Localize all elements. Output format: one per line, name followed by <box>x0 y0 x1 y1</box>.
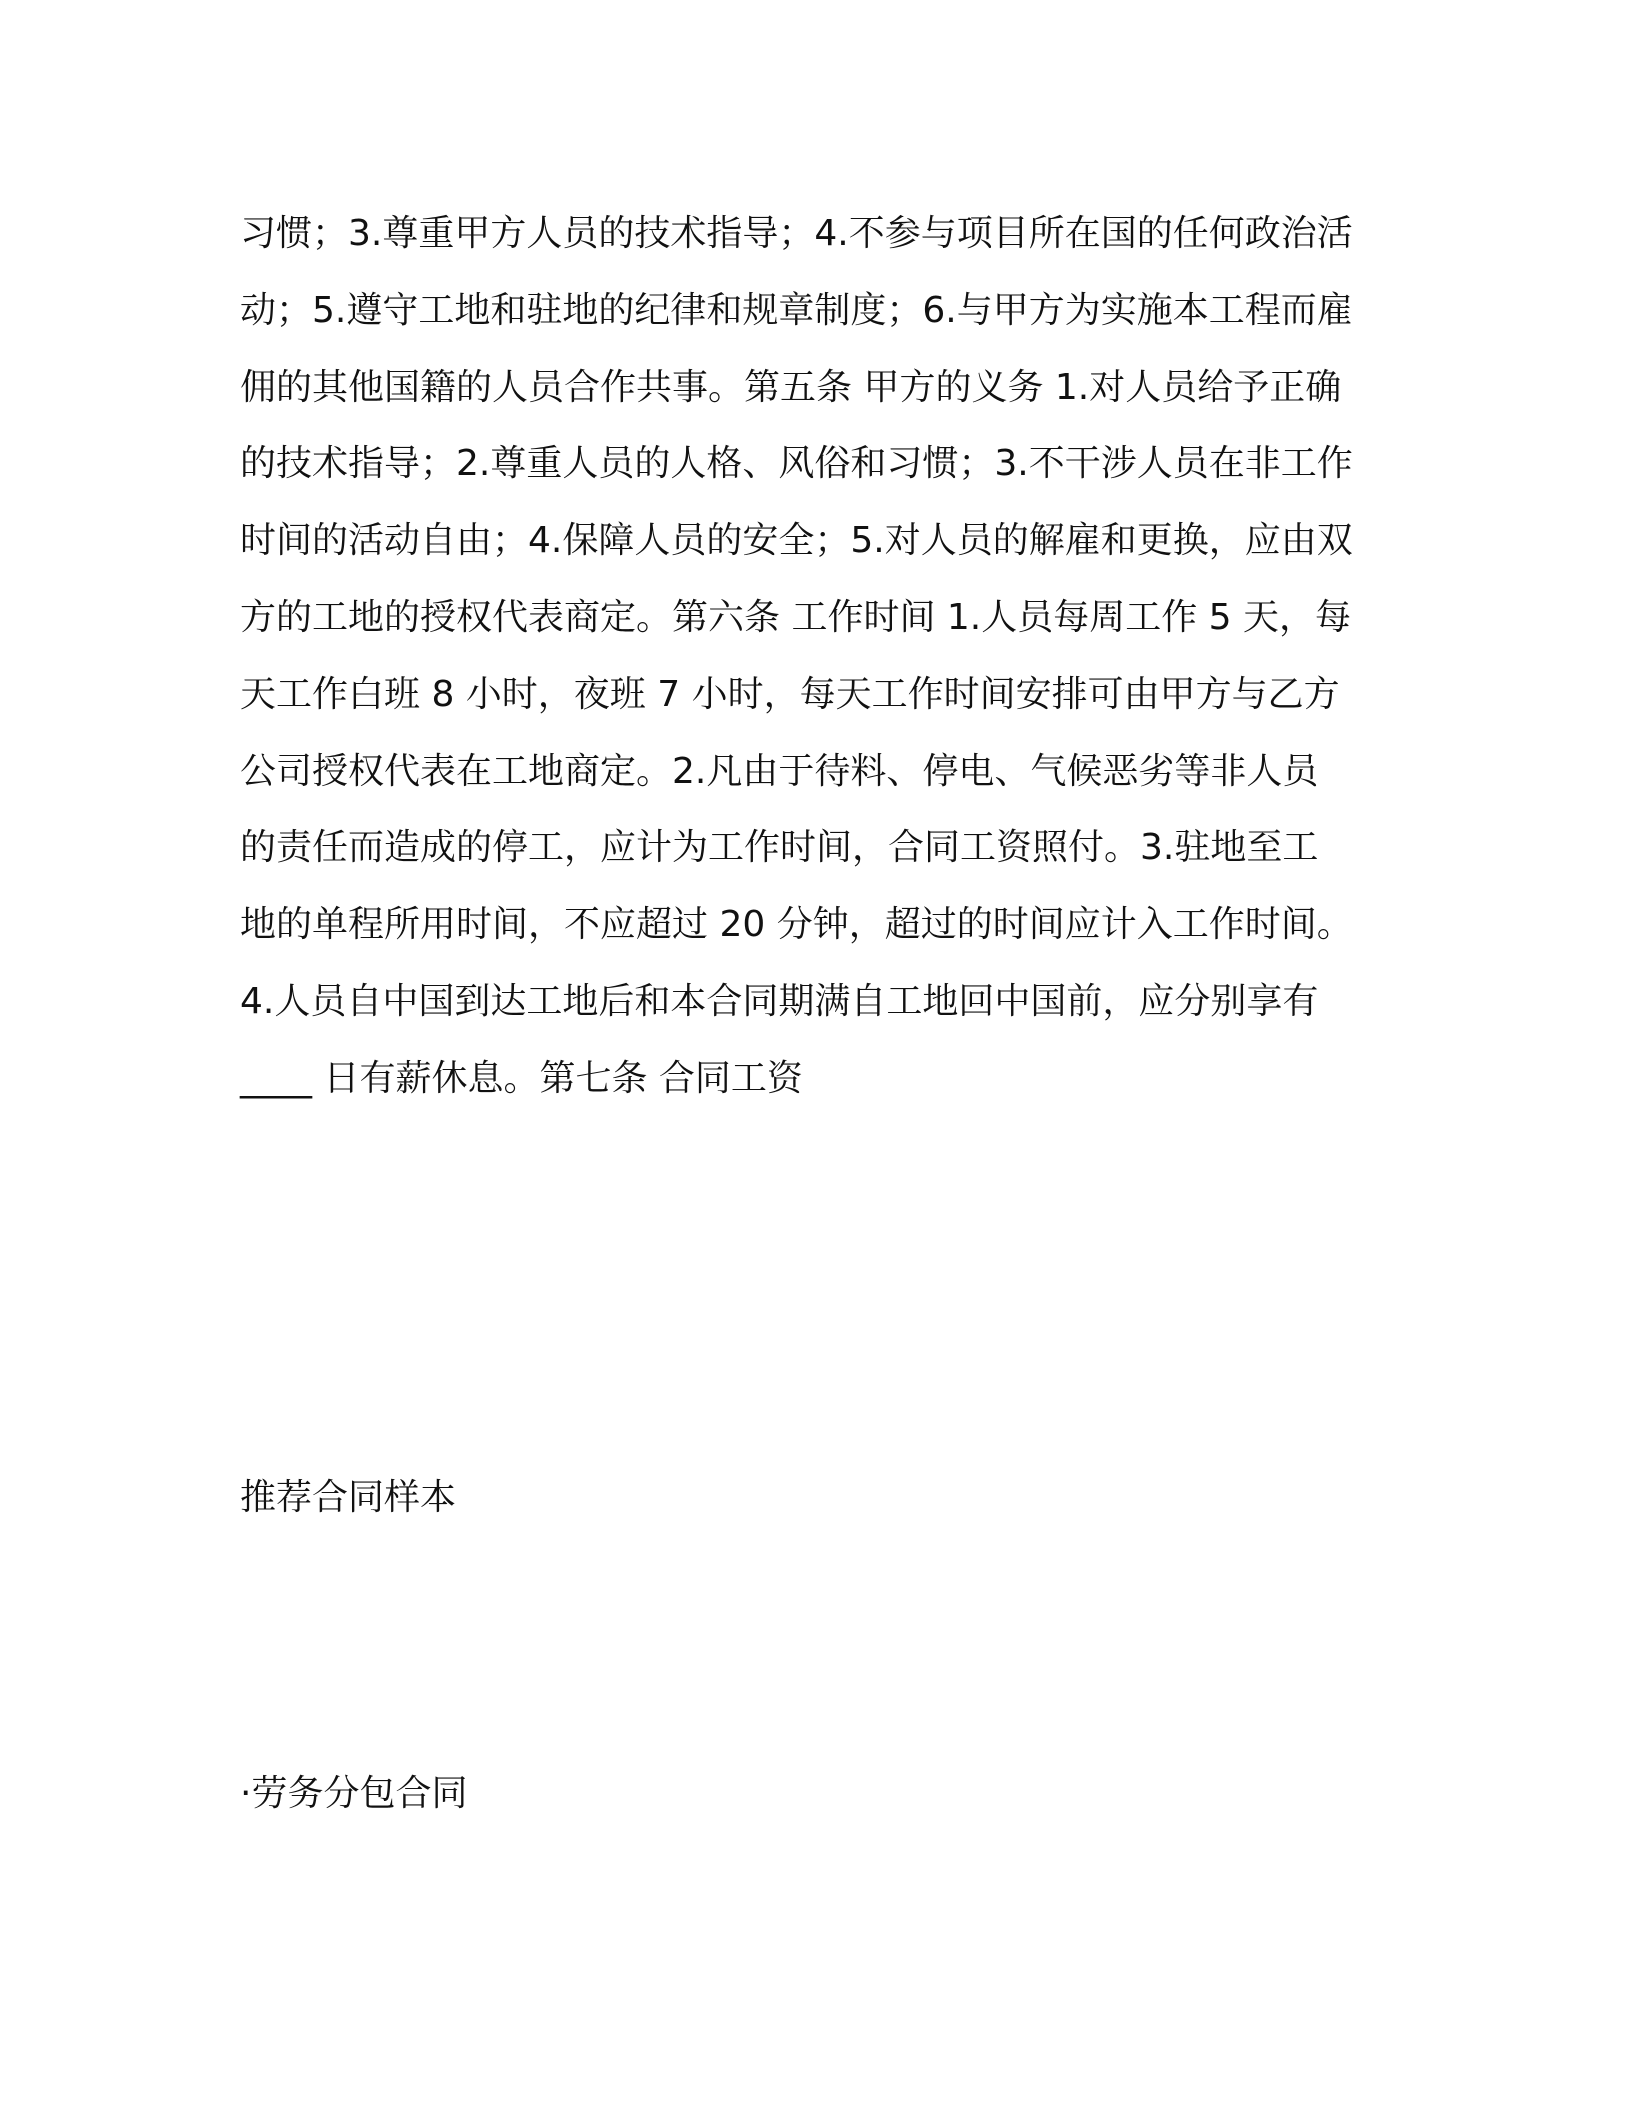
body-line-9: 的责任而造成的停工，应计为工作时间，合同工资照付。3.驻地至工 <box>240 827 1319 869</box>
body-line-4: 的技术指导；2.尊重人员的人格、风俗和习惯；3.不干涉人员在非工作 <box>240 443 1353 485</box>
body-line-10: 地的单程所用时间，不应超过 20 分钟，超过的时间应计入工作时间。 <box>240 904 1353 946</box>
body-line-5: 时间的活动自由；4.保障人员的安全；5.对人员的解雇和更换，应由双 <box>240 520 1353 562</box>
related-contract-link[interactable]: ·劳务分包合同 <box>240 1773 468 1814</box>
contract-body-text <box>240 196 1410 1118</box>
body-line-2: 动；5.遵守工地和驻地的纪律和规章制度；6.与甲方为实施本工程而雇 <box>240 289 1353 331</box>
body-line-3: 佣的其他国籍的人员合作共事。第五条 甲方的义务 1.对人员给予正确 <box>240 366 1342 408</box>
body-line-12: ____ 日有薪休息。第七条 合同工资 <box>240 1057 803 1099</box>
recommend-heading: 推荐合同样本 <box>240 1477 457 1518</box>
body-line-7: 天工作白班 8 小时，夜班 7 小时，每天工作时间安排可由甲方与乙方 <box>240 673 1340 715</box>
body-line-8: 公司授权代表在工地商定。2.凡由于待料、停电、气候恶劣等非人员 <box>240 750 1319 792</box>
body-line-6: 方的工地的授权代表商定。第六条 工作时间 1.人员每周工作 5 天，每 <box>240 596 1352 638</box>
body-line-11: 4.人员自中国到达工地后和本合同期满自工地回中国前，应分别享有 <box>240 980 1319 1022</box>
body-line-1: 习惯；3.尊重甲方人员的技术指导；4.不参与项目所在国的任何政治活 <box>240 213 1353 254</box>
